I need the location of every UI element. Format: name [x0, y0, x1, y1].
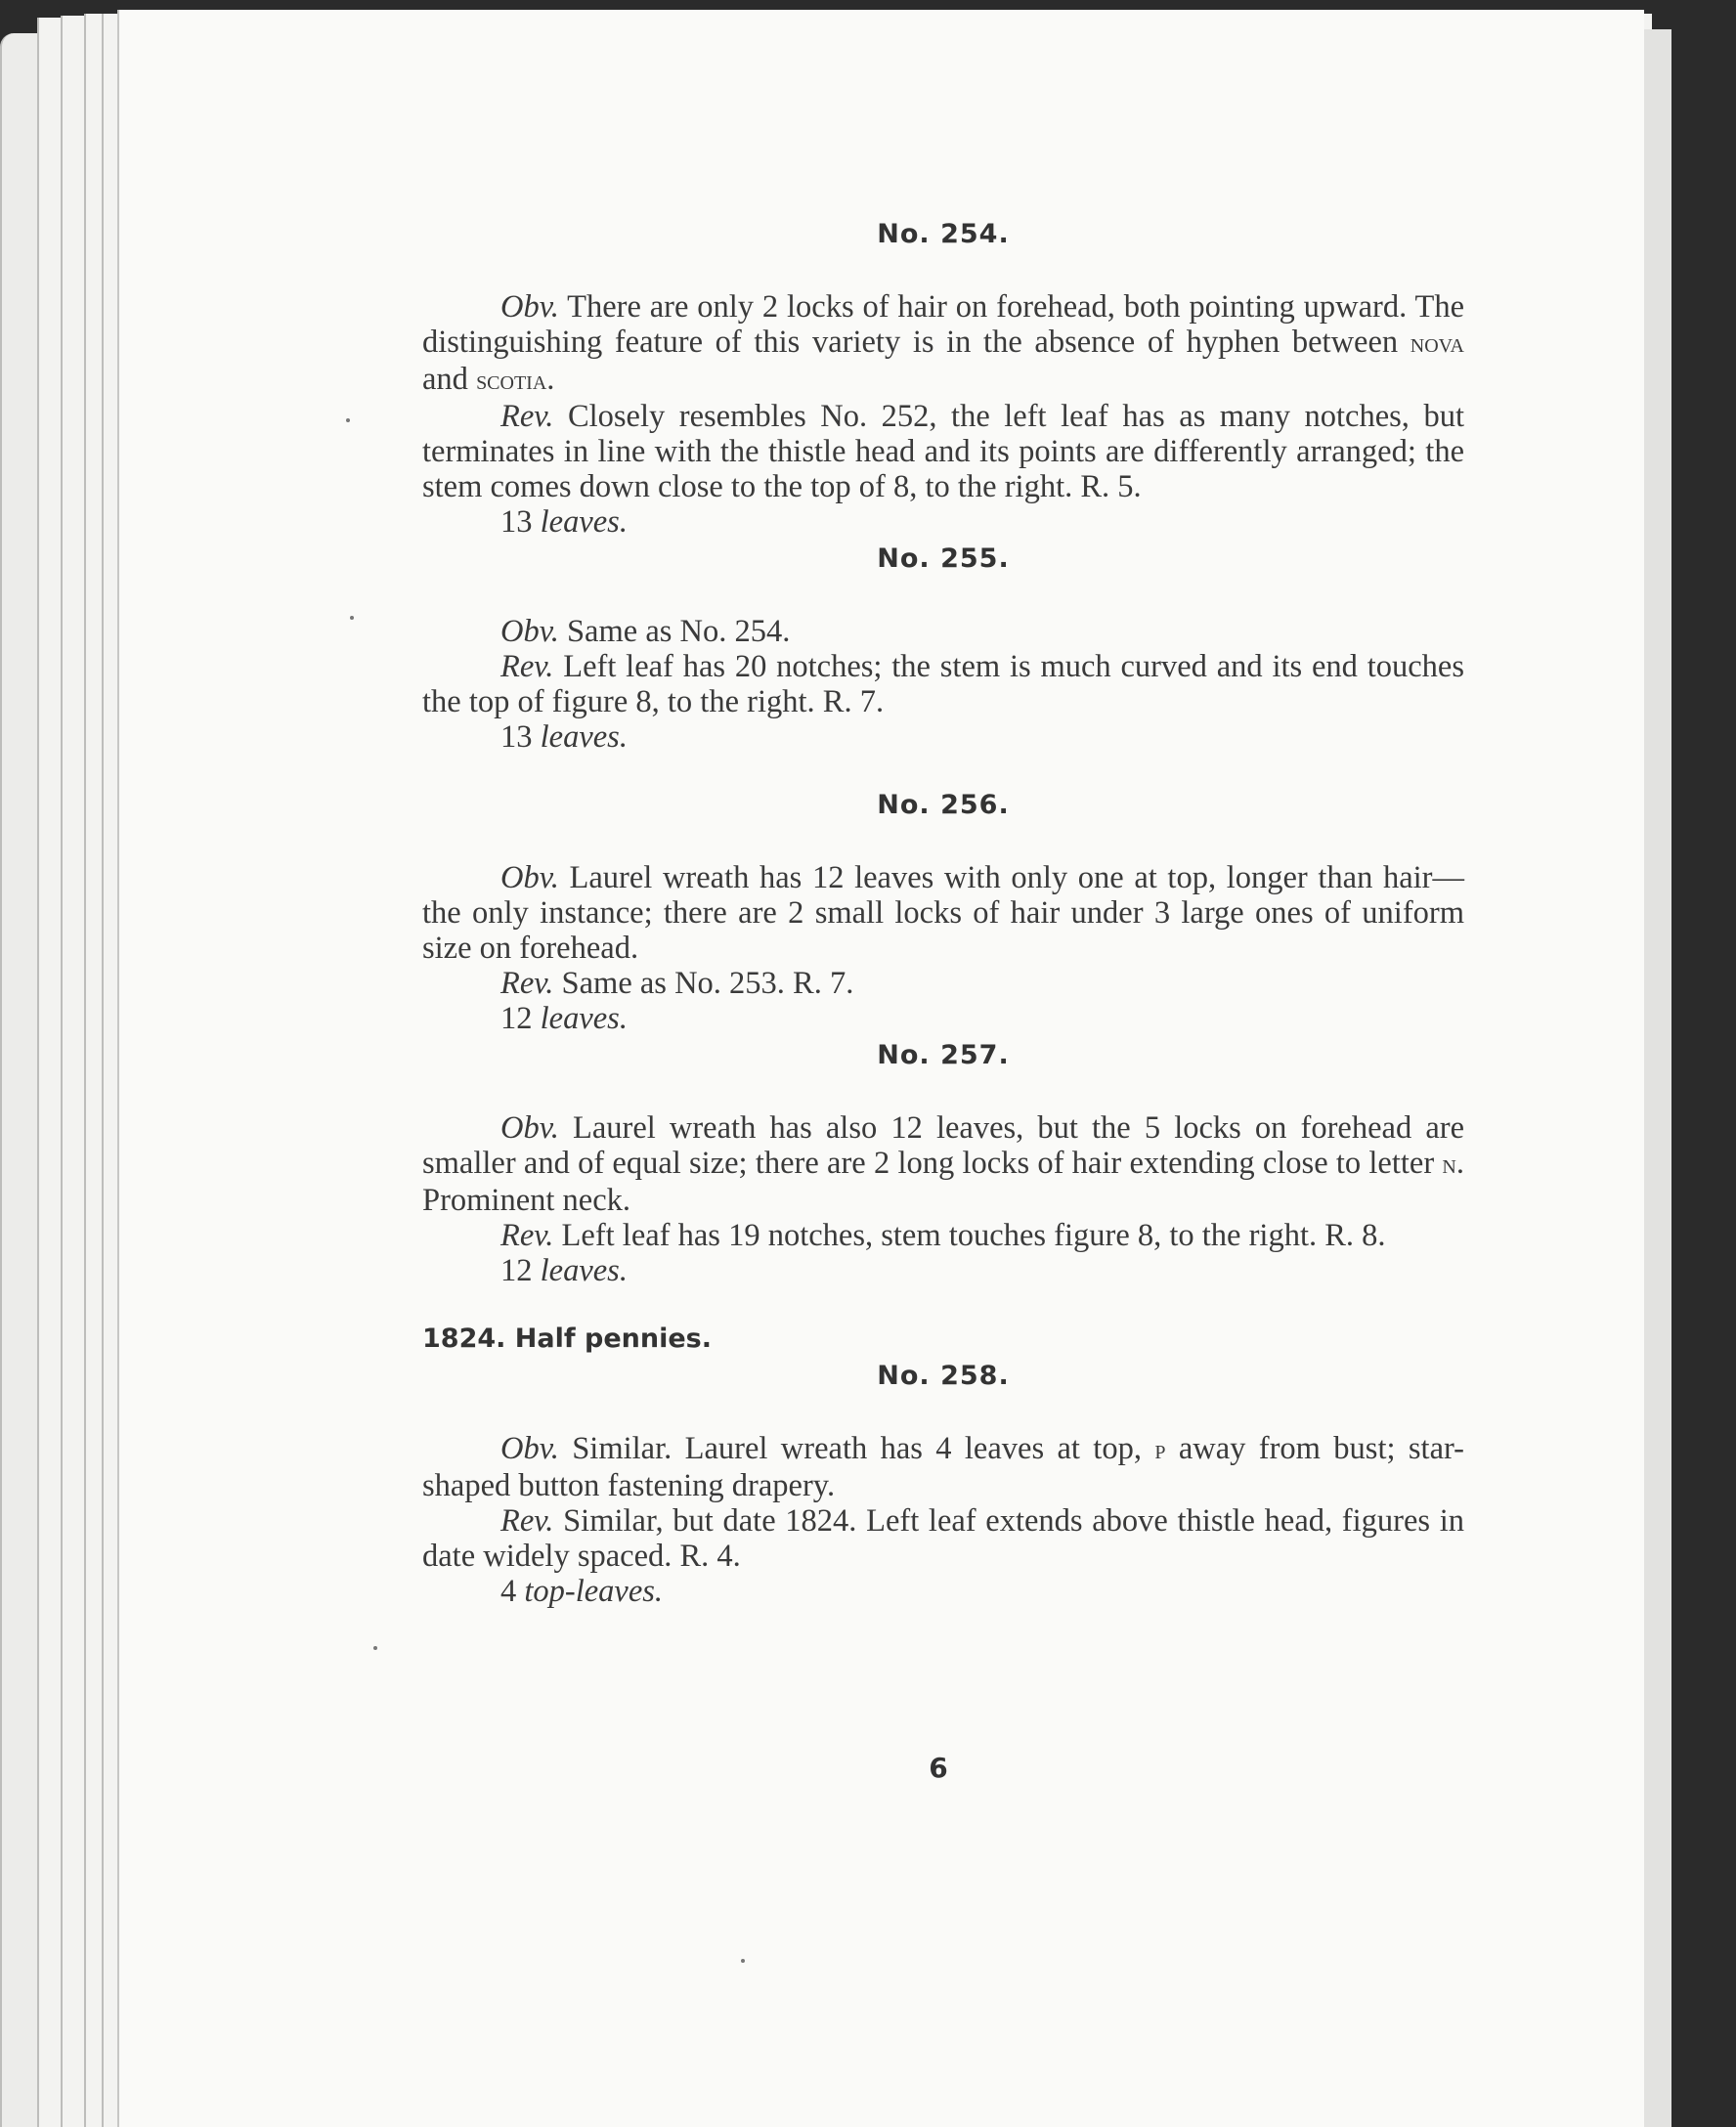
- obv-text: and: [422, 362, 477, 397]
- reverse-paragraph: [422, 966, 1464, 1001]
- obv-text: Same as No. 254.: [558, 614, 791, 649]
- obv-text: Laurel wreath has also 12 leaves, but the 5 locks on forehead are smaller and of equal size; there are 2 long locks of hair extending close to letter: [422, 1110, 1464, 1181]
- rev-label: Rev.: [500, 649, 554, 684]
- entry-heading: No. 255.: [877, 543, 1010, 574]
- leaves-count: 4: [500, 1574, 517, 1609]
- leaves-count: 12: [500, 1253, 533, 1288]
- leaves-count: 13: [500, 504, 533, 540]
- small-caps-text: scotia: [476, 366, 547, 396]
- reverse-paragraph: [422, 649, 1464, 719]
- rev-label: Rev.: [500, 966, 554, 1001]
- leaves-line: [422, 1253, 1464, 1288]
- reverse-paragraph: [422, 1503, 1464, 1574]
- obv-text: away from bust; star-shaped button fastening drapery.: [422, 1431, 1464, 1503]
- leaves-line: [422, 719, 1464, 755]
- document-text: [422, 217, 1464, 1609]
- leaves-count: 12: [500, 1001, 533, 1036]
- speck: [373, 1646, 377, 1650]
- reverse-paragraph: [422, 1218, 1464, 1253]
- obv-text: Similar. Laurel wreath has 4 leaves at top,: [558, 1431, 1155, 1466]
- leaves-word: top-leaves.: [524, 1574, 664, 1609]
- entry-heading: No. 257.: [877, 1040, 1010, 1070]
- leaves-word: leaves.: [540, 1001, 628, 1036]
- rev-text: Left leaf has 19 notches, stem touches figure 8, to the right. R. 8.: [553, 1218, 1386, 1253]
- obv-text: Laurel wreath has 12 leaves with only one at top, longer than hair—the only instance; there are 2 small locks of hair under 3 large ones of uniform size on forehead.: [422, 860, 1464, 966]
- rev-text: Same as No. 253. R. 7.: [553, 966, 854, 1001]
- entry-heading: No. 254.: [877, 219, 1010, 249]
- obverse-paragraph: [422, 860, 1464, 966]
- obv-text: There are only 2 locks of hair on forehead, both pointing upward. The distinguishing feature of this variety is in the absence of hyphen between: [422, 289, 1464, 360]
- leaves-count: 13: [500, 719, 533, 755]
- obverse-paragraph: [422, 1110, 1464, 1218]
- speck: [350, 616, 354, 620]
- obv-label: Obv.: [500, 289, 559, 325]
- entry-heading: No. 258.: [877, 1361, 1010, 1391]
- rev-text: Similar, but date 1824. Left leaf extends above thistle head, figures in date widely spaced. R. 4.: [422, 1503, 1464, 1574]
- small-caps-text: p: [1154, 1435, 1166, 1465]
- obverse-paragraph: [422, 1431, 1464, 1503]
- obv-text: . Prominent neck.: [422, 1146, 1464, 1218]
- obv-label: Obv.: [500, 614, 559, 649]
- obv-label: Obv.: [500, 1431, 559, 1466]
- leaves-line: [422, 1001, 1464, 1036]
- small-caps-text: n: [1442, 1150, 1456, 1180]
- speck: [741, 1959, 745, 1963]
- leaves-line: [422, 504, 1464, 540]
- section-title: 1824. Half pennies.: [422, 1324, 712, 1354]
- rev-label: Rev.: [500, 1503, 554, 1539]
- obv-label: Obv.: [500, 860, 559, 895]
- entry-heading: No. 256.: [877, 790, 1010, 820]
- facing-page-strip: [1642, 29, 1671, 2127]
- obv-text: .: [546, 362, 555, 397]
- small-caps-text: nova: [1410, 328, 1464, 359]
- leaves-word: leaves.: [540, 504, 628, 540]
- rev-text: Left leaf has 20 notches; the stem is much curved and its end touches the top of figure 8, to the right. R. 7.: [422, 649, 1464, 719]
- rev-label: Rev.: [500, 1218, 554, 1253]
- leaves-line: [422, 1574, 1464, 1609]
- leaves-word: leaves.: [540, 719, 628, 755]
- rev-label: Rev.: [500, 399, 554, 434]
- speck: [346, 418, 350, 422]
- leaves-word: leaves.: [540, 1253, 628, 1288]
- rev-text: Closely resembles No. 252, the left leaf has as many notches, but terminates in line with the thistle head and its points are differently arranged; the stem comes down close to the top of 8, to the right. R. 5.: [422, 399, 1464, 504]
- obv-label: Obv.: [500, 1110, 559, 1146]
- reverse-paragraph: [422, 399, 1464, 504]
- page-number: 6: [929, 1752, 948, 1784]
- obverse-paragraph: [422, 289, 1464, 399]
- obverse-paragraph: [422, 614, 1464, 649]
